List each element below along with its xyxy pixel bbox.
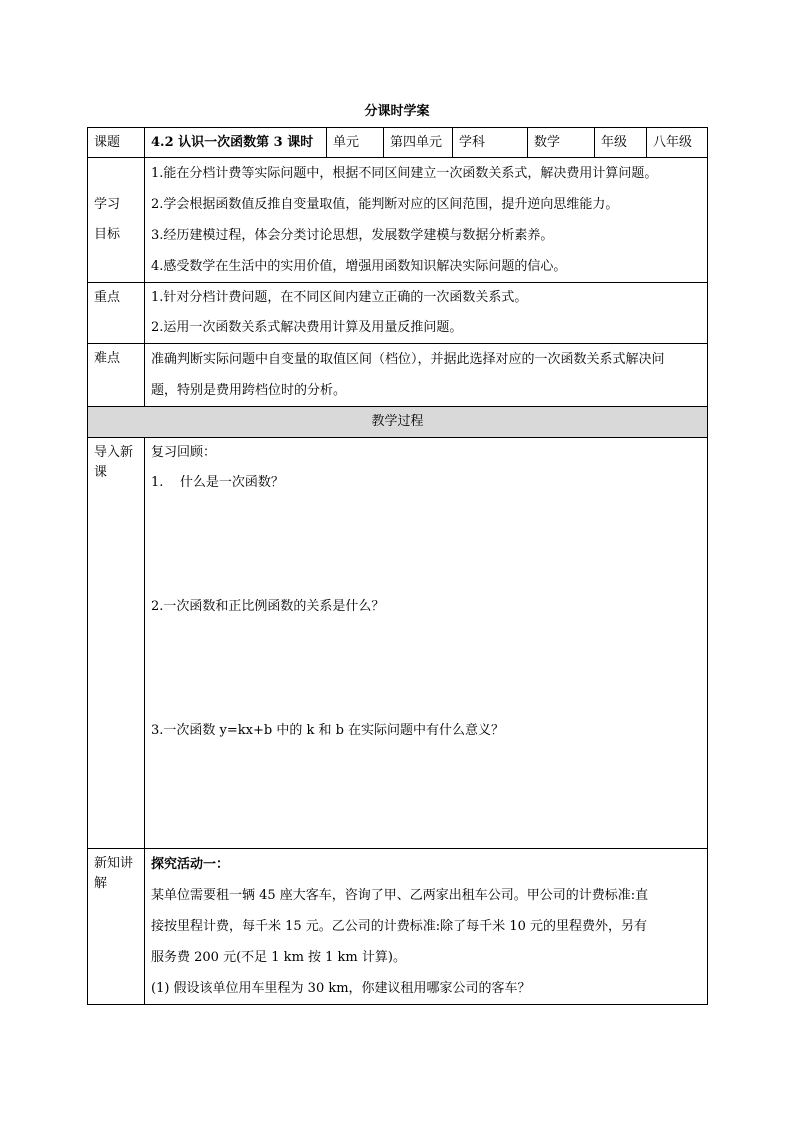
subject-value: 数学: [528, 128, 595, 158]
goals-label: [88, 158, 145, 283]
activity-line: 某单位需要租一辆 45 座大客车，咨询了甲、乙两家出租车公司。甲公司的计费标准:直: [151, 888, 649, 903]
document-title: 分课时学案: [364, 104, 430, 119]
difficulties-row: [88, 344, 708, 407]
difficulty-line: 准确判断实际问题中自变量的取值区间（档位），并据此选择对应的一次函数关系式解决问: [151, 352, 665, 367]
key-points-content: [145, 283, 708, 344]
intro-heading: 复习回顾：: [151, 445, 217, 460]
activity-line: 接按里程计费，每千米 15 元。乙公司的计费标准:除了每千米 10 元的里程费外，另有: [151, 919, 647, 934]
goal-item: 3.经历建模过程，体会分类讨论思想，发展数学建模与数据分析素养。: [151, 228, 554, 243]
topic-value: 4.2 认识一次函数第 3 课时: [145, 128, 327, 158]
lesson-plan-table: [87, 127, 708, 1005]
goals-label-line2: 目标: [94, 227, 121, 242]
goal-item: 1.能在分档计费等实际问题中，根据不同区间建立一次函数关系式，解决费用计算问题。: [151, 166, 658, 181]
subject-label: 学科: [453, 128, 528, 158]
process-title-row: [88, 407, 708, 438]
activity-line: (1) 假设该单位用车里程为 30 km，你建议租用哪家公司的客车？: [151, 981, 531, 996]
process-title: 教学过程: [88, 407, 708, 438]
activity-line: 服务费 200 元(不足 1 km 按 1 km 计算)。: [151, 950, 406, 965]
grade-value: 八年级: [647, 128, 708, 158]
difficulty-line: 题，特别是费用跨档位时的分析。: [151, 383, 347, 398]
new-knowledge-row: [88, 849, 708, 1005]
key-points-label: 重点: [88, 283, 145, 344]
key-point-item: 1.针对分档计费问题，在不同区间内建立正确的一次函数关系式。: [151, 290, 528, 305]
unit-value: 第四单元: [384, 128, 453, 158]
goals-row: [88, 158, 708, 283]
intro-question-2: 2.一次函数和正比例函数的关系是什么？: [151, 599, 385, 614]
key-point-item: 2.运用一次函数关系式解决费用计算及用量反推问题。: [151, 320, 463, 335]
topic-label: 课题: [88, 128, 145, 158]
new-knowledge-label: 新知讲解: [88, 849, 145, 1005]
intro-row: [88, 438, 708, 849]
goals-label-line1: 学习: [94, 197, 121, 212]
intro-label: 导入新课: [88, 438, 145, 849]
activity-heading: 探究活动一：: [151, 857, 230, 872]
intro-question-3: 3.一次函数 y=kx+b 中的 k 和 b 在实际问题中有什么意义？: [151, 723, 505, 738]
goals-content: [145, 158, 708, 283]
goal-item: 4.感受数学在生活中的实用价值，增强用函数知识解决实际问题的信心。: [151, 259, 567, 274]
goal-item: 2.学会根据函数值反推自变量取值，能判断对应的区间范围，提升逆向思维能力。: [151, 197, 619, 212]
unit-label: 单元: [327, 128, 384, 158]
intro-content: [145, 438, 708, 849]
key-points-row: [88, 283, 708, 344]
new-knowledge-content: [145, 849, 708, 1005]
header-row: [88, 128, 708, 158]
difficulties-label: 难点: [88, 344, 145, 407]
difficulties-content: [145, 344, 708, 407]
intro-question-1: 1. 什么是一次函数？: [151, 475, 284, 490]
grade-label: 年级: [595, 128, 647, 158]
